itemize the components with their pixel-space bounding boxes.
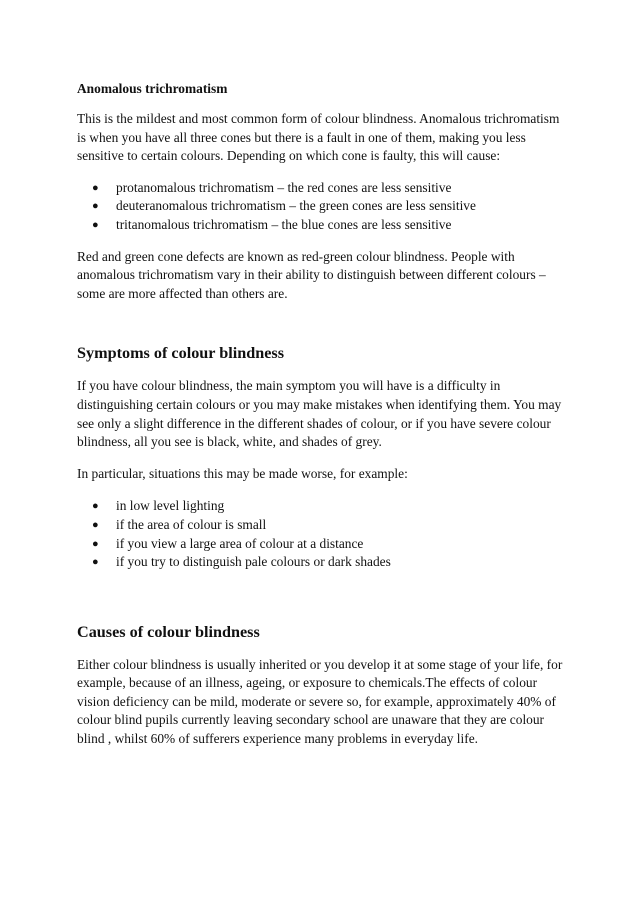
paragraph-anomalous-intro: This is the mildest and most common form of colour blindness. Anomalous trichromatism is when you have all three cones but there is a fault in one of them, making you less sensitive to certain colours. Depending on which cone is faulty, this will cause:	[77, 111, 560, 164]
paragraph-symptoms-lead: In particular, situations this may be made worse, for example:	[77, 465, 408, 481]
list-item: ● protanomalous trichromatism – the red cones are less sensitive	[77, 179, 567, 198]
document-page	[77, 80, 567, 749]
bullet-icon: ●	[92, 181, 99, 194]
bullet-icon: ●	[92, 556, 99, 569]
list-item: ● if the area of colour is small	[77, 516, 567, 535]
list-item: ● in low level lighting	[77, 497, 567, 516]
list-item: ● tritanomalous trichromatism – the blue cones are less sensitive	[77, 216, 567, 235]
paragraph-symptoms-body: If you have colour blindness, the main symptom you will have is a difficulty in distinguishing certain colours or you may make mistakes when identifying them. You may see only a slight difference in the different shades of colour, or if you have severe colour blindness, all you see is black, white, and shades of grey.	[77, 378, 562, 450]
bullet-icon: ●	[92, 200, 99, 213]
list-item: ● if you view a large area of colour at a distance	[77, 535, 567, 554]
bullet-list-situations	[77, 497, 567, 571]
section-heading-symptoms: Symptoms of colour blindness	[77, 344, 285, 363]
bullet-icon: ●	[92, 500, 99, 513]
list-item: ● deuteranomalous trichromatism – the green cones are less sensitive	[77, 197, 567, 216]
section-heading-anomalous-trichromatism: Anomalous trichromatism	[77, 81, 228, 96]
bullet-icon: ●	[92, 218, 99, 231]
bullet-list-cone-types	[77, 179, 567, 235]
list-item: ● if you try to distinguish pale colours or dark shades	[77, 553, 567, 572]
paragraph-causes-body: Either colour blindness is usually inherited or you develop it at some stage of your life, for example, because of an illness, ageing, or exposure to chemicals.The effects of colour vision deficiency can be mild, moderate or severe so, for example, approximately 40% of colour blind pupils currently leaving secondary school are unaware that they are colour blind , whilst 60% of sufferers experience many problems in everyday life.	[77, 656, 563, 747]
bullet-icon: ●	[92, 518, 99, 531]
paragraph-anomalous-outro: Red and green cone defects are known as red-green colour blindness. People with anomalous trichromatism vary in their ability to distinguish between different colours – some are more affected than others are.	[77, 248, 546, 301]
section-heading-causes: Causes of colour blindness	[77, 622, 260, 641]
bullet-icon: ●	[92, 537, 99, 550]
